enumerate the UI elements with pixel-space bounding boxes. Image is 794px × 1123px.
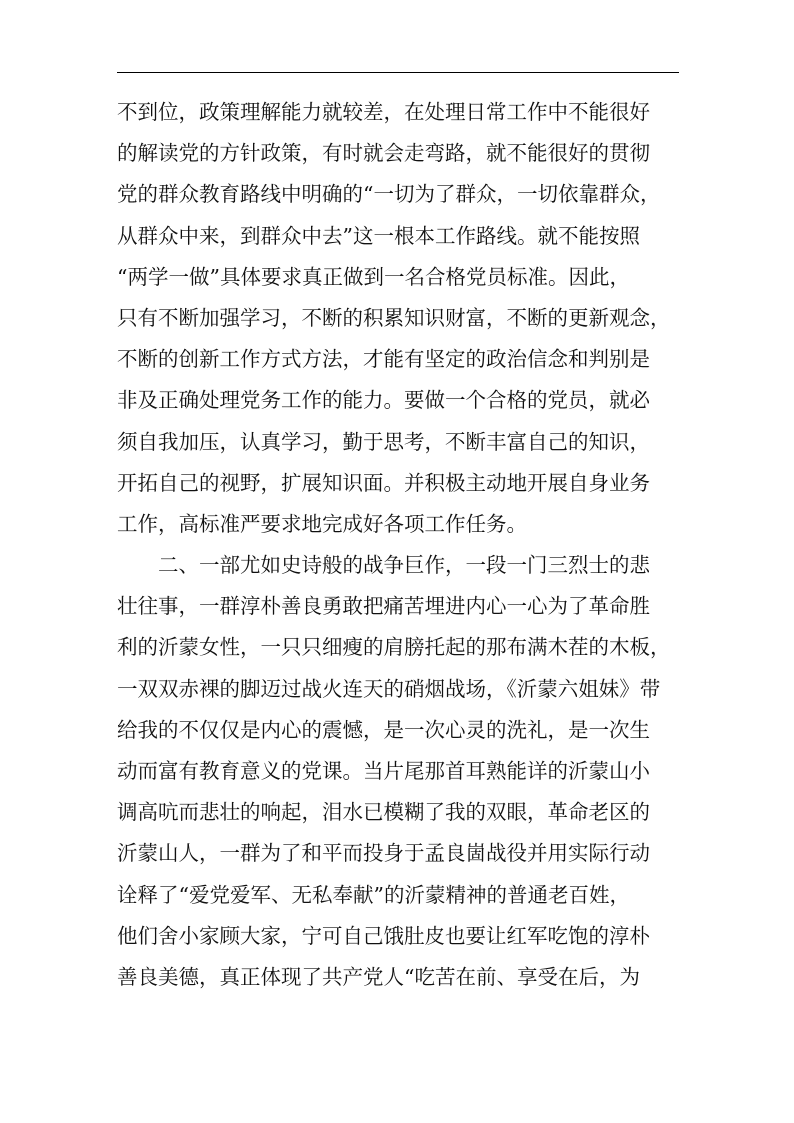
text-line-22: 善良美德，真正体现了共产党人“吃苦在前、享受在后，为 — [117, 964, 640, 989]
text-line-17: 动而富有教育意义的党课。当片尾那首耳熟能详的沂蒙山小 — [117, 759, 650, 783]
text-line-11: 工作，高标准严要求地完成好各项工作任务。 — [117, 511, 527, 536]
text-line-12: 二、一部尤如史诗般的战争巨作，一段一门三烈士的悲 — [117, 553, 650, 578]
text-line-6: 只有不断加强学习，不断的积累知识财富，不断的更新观念， — [117, 305, 671, 330]
text-line-19: 沂蒙山人，一群为了和平而投身于孟良崮战役并用实际行动 — [117, 841, 650, 866]
text-line-18: 调高吭而悲壮的响起，泪水已模糊了我的双眼，革命老区的 — [117, 800, 650, 825]
text-line-16: 给我的不仅仅是内心的震憾，是一次心灵的洗礼，是一次生 — [117, 717, 650, 742]
text-line-21: 他们舍小家顾大家，宁可自己饿肚皮也要让红军吃饱的淳朴 — [117, 923, 650, 948]
header-rule — [117, 72, 679, 73]
text-line-15: 一双双赤裸的脚迈过战火连天的硝烟战场，《沂蒙六姐妹》带 — [117, 676, 661, 701]
text-line-10: 开拓自己的视野，扩展知识面。并积极主动地开展自身业务 — [117, 470, 650, 495]
text-line-14: 利的沂蒙女性，一只只细瘦的肩膀托起的那布满木茬的木板， — [117, 635, 671, 660]
text-line-8: 非及正确处理党务工作的能力。要做一个合格的党员，就必 — [117, 388, 650, 413]
text-line-7: 不断的创新工作方式方法，才能有坚定的政治信念和判别是 — [117, 347, 650, 372]
text-line-1: 不到位，政策理解能力就较差，在处理日常工作中不能很好 — [117, 100, 650, 124]
text-line-9: 须自我加压，认真学习，勤于思考，不断丰富自己的知识， — [117, 429, 650, 454]
text-line-4: 从群众中来，到群众中去”这一根本工作路线。就不能按照 — [117, 223, 640, 248]
body-text — [117, 92, 687, 998]
text-line-5: “两学一做”具体要求真正做到一名合格党员标准。因此， — [117, 264, 630, 289]
text-line-13: 壮往事，一群淳朴善良勇敢把痛苦埋进内心一心为了革命胜 — [117, 594, 650, 619]
text-line-3: 党的群众教育路线中明确的“一切为了群众，一切依靠群众， — [117, 182, 661, 207]
text-line-20: 诠释了“爱党爱军、无私奉献”的沂蒙精神的普通老百姓， — [117, 882, 630, 907]
text-line-2: 的解读党的方针政策，有时就会走弯路，就不能很好的贯彻 — [117, 141, 650, 166]
